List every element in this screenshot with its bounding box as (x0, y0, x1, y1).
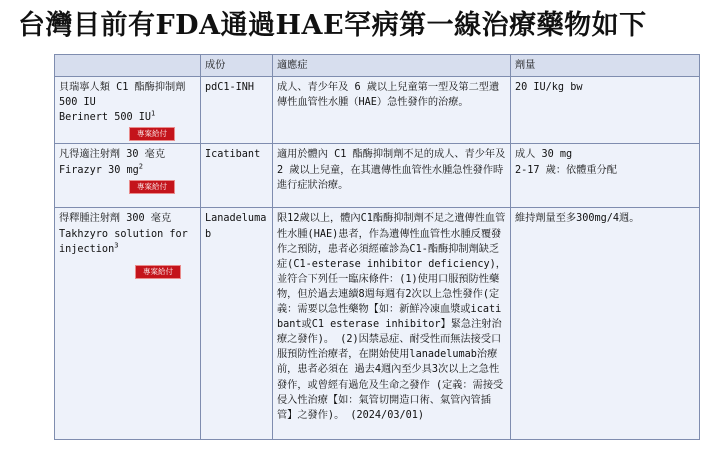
table-row (55, 208, 700, 440)
dose-adult: 成人 30 mg (515, 149, 573, 161)
ingredient-cell: pdC1-INH (201, 77, 273, 144)
drug-cell (55, 208, 201, 440)
page-title: 台灣目前有FDA通過HAE罕病第一線治療藥物如下 (18, 10, 647, 41)
drug-brand: Firazyr 30 mg (59, 164, 139, 176)
drug-cell (55, 77, 201, 144)
drug-name: 得釋腫注射劑 300 毫克 (59, 213, 172, 225)
drug-table (54, 54, 700, 440)
table-row (55, 77, 700, 144)
drug-brand: Takhzyro solution for injection (59, 228, 188, 255)
table-row (55, 144, 700, 208)
drug-brand: Berinert 500 IU (59, 112, 152, 124)
footnote-mark: 3 (114, 241, 119, 250)
header-dose: 劑量 (511, 55, 700, 77)
drug-name: 凡得適注射劑 30 毫克 (59, 149, 166, 161)
header-ingredient: 成份 (201, 55, 273, 77)
dose-child: 2-17 歲：依體重分配 (515, 164, 617, 176)
table-header-row (55, 55, 700, 77)
footnote-mark: 1 (151, 109, 156, 118)
indication-cell: 限12歲以上，體內C1酯酶抑制劑不足之遺傳性血管性水腫(HAE)患者，作為遺傳性血管性水腫反覆發作之預防，患者必須經確診為C1-酯酶抑制劑缺乏症(C1-esterase inhibitor deficiency)，並符合下列任一臨床條件：(1)使用口服預防性藥物，但於過去連續8週每週有2次以上急性發作(定義：需要以急性藥物【如：新鮮冷凍血漿或icatibant或C1 esterase inhibitor】緊急注射治療之發作)。 (2)因禁忌症、耐受性而無法接受口服預防性治療者，在開始使用lanadelumab治療前，患者必須在 過去4週內至少具3次以上之急性 發作，或曾經有過危及生命之發作 (定義：需接受侵入性治療【如：氣管切開造口術、氣管內管插管】之發作)。 (2024/03/01) (273, 208, 511, 440)
reimbursement-badge[interactable]: 專案給付 (129, 180, 175, 194)
ingredient-cell: Icatibant (201, 144, 273, 208)
dose-cell: 維持劑量至多300mg/4週。 (511, 208, 700, 440)
ingredient-cell: Lanadelumab (201, 208, 273, 440)
header-drug (55, 55, 201, 77)
drug-cell (55, 144, 201, 208)
reimbursement-badge[interactable]: 專案給付 (135, 265, 181, 279)
dose-cell: 20 IU/kg bw (511, 77, 700, 144)
drug-name: 貝瑞寧人類 C1 酯酶抑制劑 500 IU (59, 82, 186, 109)
reimbursement-badge[interactable]: 專案給付 (129, 127, 175, 141)
indication-cell: 成人、青少年及 6 歲以上兒童第一型及第二型遺傳性血管性水腫（HAE）急性發作的治療。 (273, 77, 511, 144)
header-indication: 適應症 (273, 55, 511, 77)
indication-cell: 適用於體內 C1 酯酶抑制劑不足的成人、青少年及 2 歲以上兒童，在其遺傳性血管性水腫急性發作時進行症狀治療。 (273, 144, 511, 208)
footnote-mark: 2 (138, 162, 143, 171)
dose-cell (511, 144, 700, 208)
